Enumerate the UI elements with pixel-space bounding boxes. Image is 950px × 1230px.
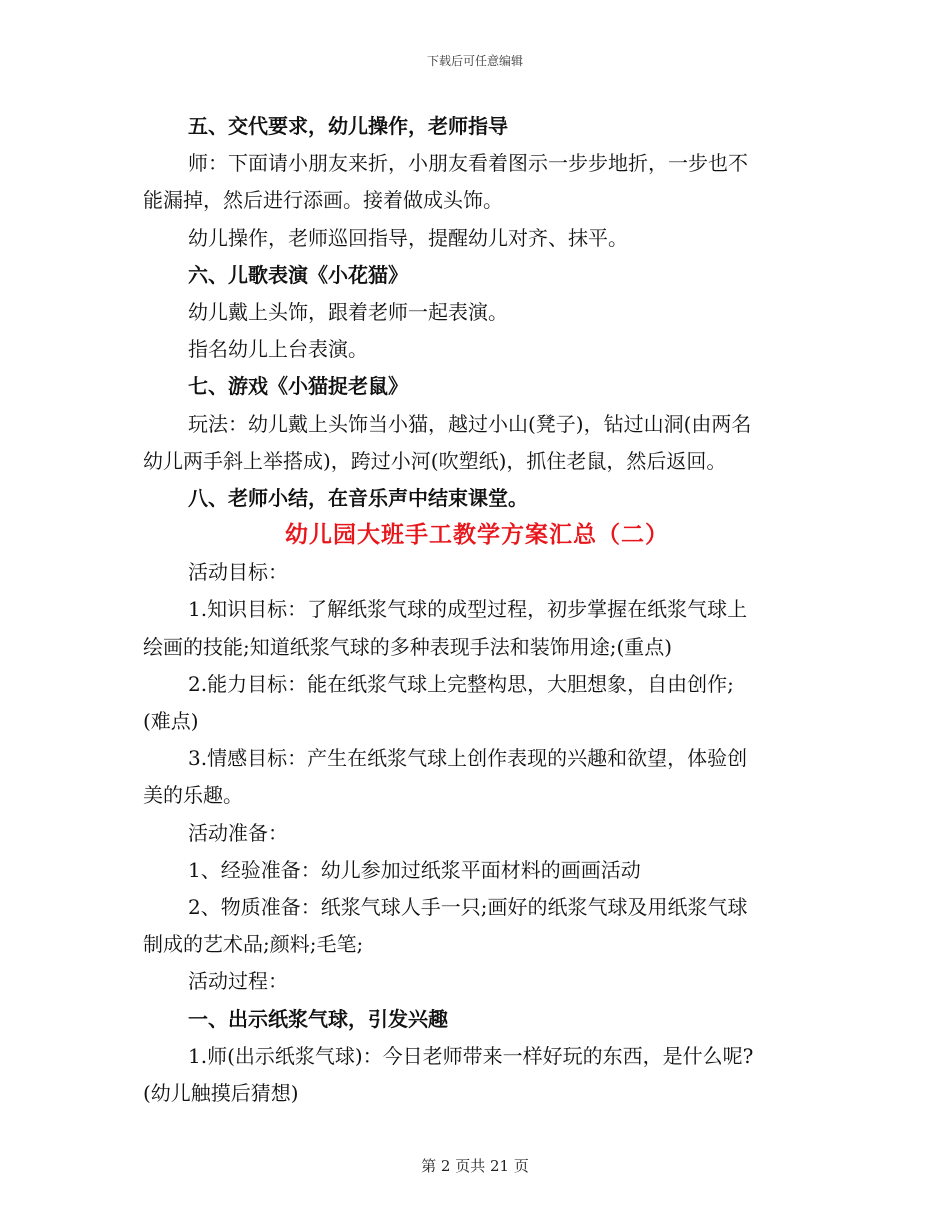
paragraph-line: 制成的艺术品;颜料;毛笔; bbox=[143, 932, 364, 957]
paragraph-line: 绘画的技能;知道纸浆气球的多种表现手法和装饰用途;(重点) bbox=[143, 634, 673, 659]
paragraph-line: 幼儿操作，老师巡回指导，提醒幼儿对齐、抹平。 bbox=[188, 225, 628, 250]
document-body bbox=[143, 108, 811, 1112]
paragraph-line: 幼儿两手斜上举搭成)，跨过小河(吹塑纸)，抓住老鼠，然后返回。 bbox=[143, 448, 727, 473]
paragraph-line: 3.情感目标：产生在纸浆气球上创作表现的兴趣和欲望，体验创 bbox=[188, 746, 748, 771]
page-header: 下载后可任意编辑 bbox=[426, 54, 523, 68]
document-title: 幼儿园大班手工教学方案汇总（二） bbox=[285, 522, 669, 549]
paragraph-line: 2、物质准备：纸浆气球人手一只;画好的纸浆气球及用纸浆气球 bbox=[188, 894, 748, 919]
paragraph-line: 玩法：幼儿戴上头饰当小猫，越过小山(凳子)，钻过山洞(由两名 bbox=[188, 411, 752, 436]
section-heading-7: 七、游戏《小猫捉老鼠》 bbox=[188, 374, 408, 399]
section-heading-8: 八、老师小结，在音乐声中结束课堂。 bbox=[188, 485, 528, 510]
section-heading-1: 一、出示纸浆气球，引发兴趣 bbox=[188, 1006, 448, 1031]
paragraph-line: 美的乐趣。 bbox=[143, 783, 243, 808]
page-footer: 第 2 页共 21 页 bbox=[421, 1157, 529, 1175]
paragraph-line: 幼儿戴上头饰，跟着老师一起表演。 bbox=[188, 299, 508, 324]
paragraph-line: 活动准备： bbox=[188, 820, 288, 845]
paragraph-line: 活动目标： bbox=[188, 560, 288, 585]
paragraph-line: 1、经验准备：幼儿参加过纸浆平面材料的画画活动 bbox=[188, 857, 641, 882]
section-heading-6: 六、儿歌表演《小花猫》 bbox=[188, 262, 408, 287]
paragraph-line: 1.知识目标：了解纸浆气球的成型过程，初步掌握在纸浆气球上 bbox=[188, 597, 748, 622]
paragraph-line: 师：下面请小朋友来折，小朋友看着图示一步步地折，一步也不 bbox=[188, 151, 748, 176]
paragraph-line: 2.能力目标：能在纸浆气球上完整构思，大胆想象，自由创作; bbox=[188, 671, 734, 696]
paragraph-line: 能漏掉，然后进行添画。接着做成头饰。 bbox=[143, 188, 503, 213]
paragraph-line: (幼儿触摸后猜想) bbox=[143, 1080, 299, 1105]
paragraph-line: 1.师(出示纸浆气球)：今日老师带来一样好玩的东西，是什么呢? bbox=[188, 1043, 754, 1068]
paragraph-line: 指名幼儿上台表演。 bbox=[188, 337, 368, 362]
section-heading-5: 五、交代要求，幼儿操作，老师指导 bbox=[188, 114, 508, 138]
paragraph-line: (难点) bbox=[143, 709, 199, 733]
paragraph-line: 活动过程： bbox=[188, 969, 288, 994]
